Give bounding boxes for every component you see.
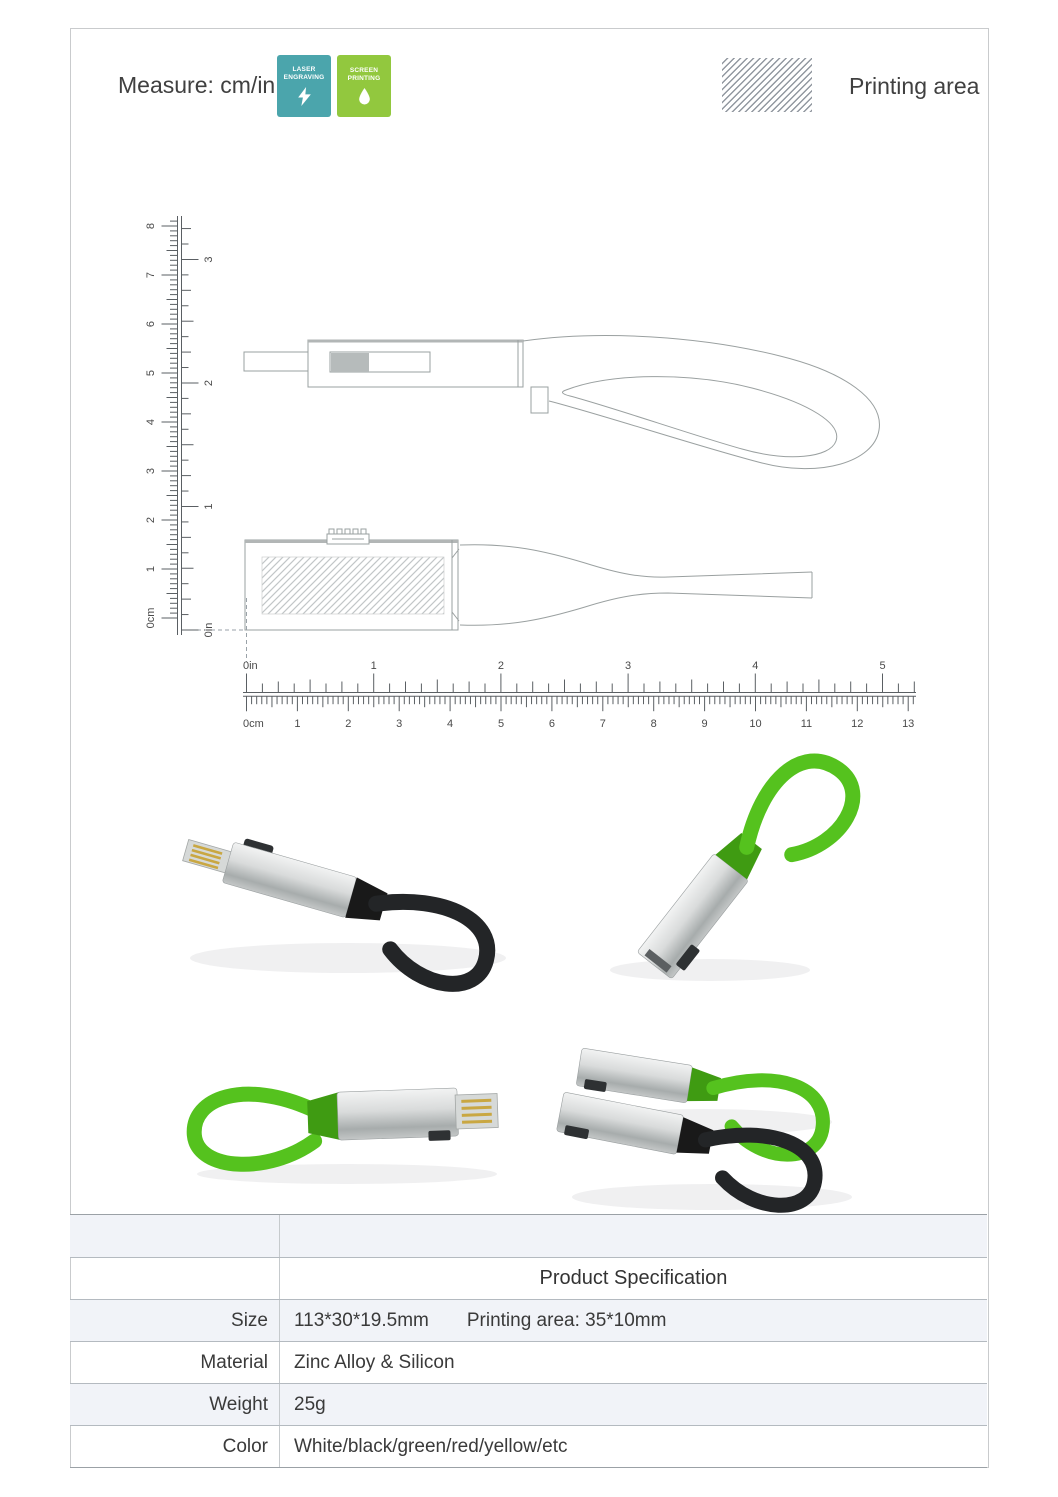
weight-label: Weight xyxy=(70,1384,280,1425)
svg-text:5: 5 xyxy=(145,369,157,377)
color-value: White/black/green/red/yellow/etc xyxy=(294,1435,568,1457)
table-row-size xyxy=(70,1299,987,1341)
svg-text:0cm: 0cm xyxy=(243,718,264,730)
svg-text:10: 10 xyxy=(749,718,762,730)
size-value: 113*30*19.5mm xyxy=(294,1309,429,1331)
size-label: Size xyxy=(70,1300,280,1341)
vertical-ruler xyxy=(145,216,215,637)
svg-text:1: 1 xyxy=(203,503,215,510)
measure-label: Measure: cm/in xyxy=(118,72,276,98)
blank-label-cell xyxy=(70,1215,280,1257)
spec-table xyxy=(70,1214,987,1468)
size-printing-area: Printing area: 35*10mm xyxy=(466,1309,667,1331)
top-view-drawing xyxy=(245,529,812,630)
table-row-weight xyxy=(70,1383,987,1425)
table-row-blank xyxy=(70,1215,987,1257)
product-photo-green-loop-horizontal xyxy=(172,1048,517,1198)
printing-area-hatch-region xyxy=(262,557,444,614)
material-value: Zinc Alloy & Silicon xyxy=(294,1351,455,1373)
svg-text:13: 13 xyxy=(902,718,915,730)
printing-area-label: Printing area xyxy=(849,73,980,99)
svg-text:4: 4 xyxy=(447,718,454,730)
title-label-cell xyxy=(70,1258,280,1299)
svg-text:5: 5 xyxy=(497,718,505,730)
material-label: Material xyxy=(70,1342,280,1383)
table-row-color xyxy=(70,1425,987,1467)
svg-text:3: 3 xyxy=(203,256,215,263)
svg-text:4: 4 xyxy=(145,418,157,426)
svg-text:1: 1 xyxy=(145,565,157,573)
svg-text:8: 8 xyxy=(145,222,157,230)
svg-text:0in: 0in xyxy=(243,660,258,672)
table-row-material xyxy=(70,1341,987,1383)
side-view-drawing xyxy=(244,336,879,469)
svg-text:7: 7 xyxy=(145,271,157,279)
svg-text:2: 2 xyxy=(203,379,215,387)
badge-screen-line2: PRINTING xyxy=(347,75,381,82)
table-row-title xyxy=(70,1257,987,1299)
svg-text:3: 3 xyxy=(145,467,157,475)
svg-text:1: 1 xyxy=(294,718,301,730)
svg-text:0in: 0in xyxy=(203,622,215,638)
product-photo-black-loop xyxy=(168,798,536,994)
svg-text:1: 1 xyxy=(370,660,377,672)
horizontal-ruler xyxy=(243,660,916,730)
badge-laser-line2: ENGRAVING xyxy=(283,74,325,81)
badge-screen-line1: SCREEN xyxy=(349,66,379,74)
svg-text:2: 2 xyxy=(345,718,352,730)
svg-text:6: 6 xyxy=(548,718,555,730)
color-label: Color xyxy=(70,1426,280,1467)
blank-value-cell xyxy=(280,1215,987,1257)
svg-text:12: 12 xyxy=(851,718,864,730)
svg-text:0cm: 0cm xyxy=(145,607,157,629)
svg-text:6: 6 xyxy=(145,320,157,328)
table-title: Product Specification xyxy=(539,1267,728,1289)
svg-text:3: 3 xyxy=(396,718,403,730)
svg-text:2: 2 xyxy=(145,516,157,524)
product-photo-pair xyxy=(552,1002,897,1217)
svg-text:3: 3 xyxy=(625,660,632,672)
badge-laser-line1: LASER xyxy=(292,65,316,73)
svg-text:4: 4 xyxy=(752,660,759,672)
weight-value: 25g xyxy=(294,1393,326,1415)
svg-text:7: 7 xyxy=(599,718,606,730)
svg-text:8: 8 xyxy=(650,718,657,730)
svg-text:9: 9 xyxy=(701,718,708,730)
product-photo-green-loop-upright xyxy=(585,740,870,985)
svg-text:2: 2 xyxy=(497,660,504,672)
svg-text:5: 5 xyxy=(879,660,886,672)
svg-text:11: 11 xyxy=(800,718,813,730)
